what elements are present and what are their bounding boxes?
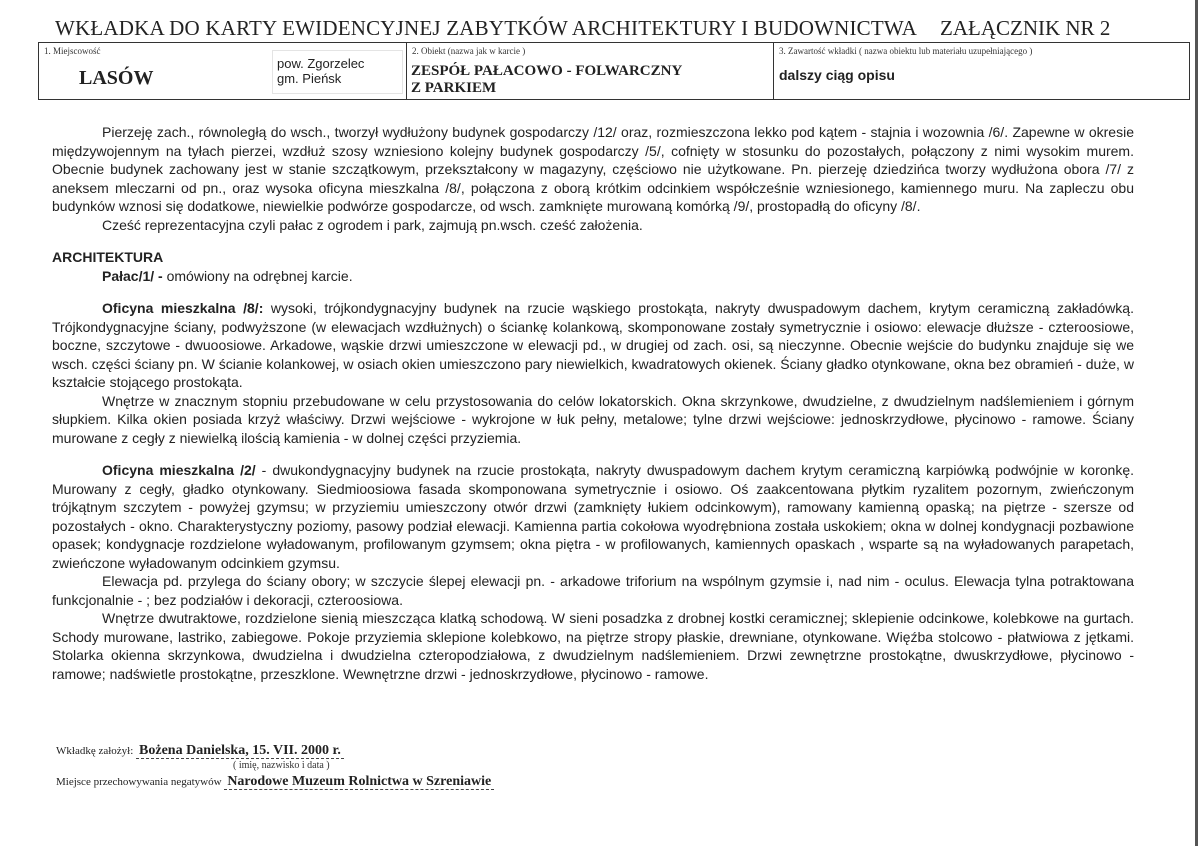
object-cell bbox=[407, 43, 774, 99]
paragraph-annex-2 bbox=[52, 461, 1134, 572]
description-body bbox=[52, 123, 1134, 683]
annex2-text: - dwukondygnacyjny budynek na rzucie prostokąta, nakryty dwuspadowym dachem krytym ceramiczną karpiówką podwójnie w koronkę. Murowany z cegły, gładko otynkowany. Siedmioosiowa fasada skomponowana symetrycznie i osiowo. Oś zaakcentowana płytkim ryzalitem pozornym, zwieńczonym trójkątnym szczytem - powyżej gzymsu; w przyziemiu umieszczony otwór drzwi (zamknięty łukiem odcinkowym), ramowany kamienną opaską; na piętrze - szersze od pozostałych - okno. Charakterystyczny poziomy, pasowy podział elewacji. Kamienna partia cokołowa wyodrębniona została uskokiem; okna w dolnej kondygnacji pozbawione opasek; kondygnacje rozdzielone wyładowanym, profilowanym gzymsem; okna piętra - w profilowanych, kamiennych opaskach , wsparte są na wyładowanych parapetach, zwieńczone wyładowanym odcinkiem gzymsu. bbox=[52, 462, 1134, 571]
content-label: 3. Zawartość wkładki ( nazwa obiektu lub materiału uzupełniającego ) bbox=[779, 46, 1033, 56]
paragraph-annex-2-interior: Wnętrze dwutraktowe, rozdzielone sienią mieszcząca klatką schodową. W sieni posadzka z drobnej kostki ceramicznej; sklepienie odcinkowe, kolebkowe na gurtach. Schody murowane, lastriko, zabiegowe. Pokoje przyziemia sklepione kolebkowo, na piętrze stropy płaskie, drewniane, otynkowane. Więźba stolcowo - płatwiowa z jętkami. Stolarka okienna skrzynkowa, dwudzielna i dwudzielna czteropodziałowa, z dwudzielnym nadślemieniem. Drzwi zewnętrzne prostokątne, dwuskrzydłowe, płycinowo - ramowe; nadświetle prostokątne, przeszklone. Wewnętrzne drzwi - jednoskrzydłowe, płycinowo - ramowe. bbox=[52, 610, 1134, 682]
locality-label: 1. Miejscowość bbox=[44, 46, 101, 56]
annex2-lead: Oficyna mieszkalna /2/ bbox=[102, 462, 256, 478]
object-label: 2. Obiekt (nazwa jak w karcie ) bbox=[412, 46, 526, 56]
storage-row bbox=[56, 774, 494, 790]
palace-text: omówiony na odrębnej karcie. bbox=[162, 267, 353, 284]
footer bbox=[56, 743, 494, 790]
object-value bbox=[411, 63, 682, 97]
storage-value: Narodowe Muzeum Rolnictwa w Szreniawie bbox=[224, 774, 494, 790]
document-title: WKŁADKA DO KARTY EWIDENCYJNEJ ZABYTKÓW ARCHITEKTURY I BUDOWNICTWA bbox=[55, 16, 917, 40]
header-table bbox=[38, 42, 1190, 100]
section-heading-architecture: ARCHITEKTURA bbox=[52, 249, 164, 265]
paragraph-annex-8-interior: Wnętrze w znacznym stopniu przebudowane w celu przystosowania do celów lokatorskich. Okna skrzynkowe, dwudzielne, z dwudzielnym nadślemieniem i górnym słupkiem. Kilka okien posiada krzyż właściwy. Drzwi wejściowe - wykrojone w łuk pełny, metalowe; tylne drzwi wejściowe: jednoskrzydłowe, płycinowo - ramowe. Ściany murowane z cegły z niewielką ilością kamienia - w dolnej części przyziemia. bbox=[52, 392, 1134, 446]
content-cell bbox=[774, 43, 1189, 99]
annex-number: ZAŁĄCZNIK NR 2 bbox=[940, 16, 1111, 40]
annex8-lead: Oficyna mieszkalna /8/: bbox=[102, 300, 264, 316]
commune-text: gm. Pieńsk bbox=[277, 71, 342, 86]
paragraph-courtyard: Pierzeję zach., równoległą do wsch., tworzył wydłużony budynek gospodarczy /12/ oraz, rozmieszczona lekko pod kątem - stajnia i wozownia /6/. Zapewne w okresie międzywojennym na tyłach pierzei, wzdłuż szosy wzniesiono kolejny budynek gospodarczy /5/, cofnięty w stosunku do pozostałych, połączony z nimi wysokim murem. Obecnie budynek zachowany jest w stanie szczątkowym, przekształcony w magazyny, częściowo nie użytkowane. Pn. pierzeję dziedzińca tworzy wydłużona obora /7/ z aneksem mleczarni od pn., oraz wysoka oficyna mieszkalna /8/, połączona z oborą krótkim odcinkiem współcześnie wzniesionego, kamiennego muru. Na zapleczu obu budynków wznosi się dodatkowe, niewielkie podwórze gospodarcze, od wsch. zamknięte murowaną komórką /9/, prostopadłą do oficyny /8/. bbox=[52, 124, 1134, 214]
created-value: Bożena Danielska, 15. VII. 2000 r. bbox=[136, 743, 344, 759]
object-line-1: ZESPÓŁ PAŁACOWO - FOLWARCZNY bbox=[411, 63, 683, 79]
created-sublabel: ( imię, nazwisko i data ) bbox=[233, 760, 330, 771]
created-row bbox=[56, 743, 494, 759]
created-label: Wkładkę założył: bbox=[56, 745, 134, 757]
county-commune-box bbox=[272, 50, 403, 94]
locality-value: LASÓW bbox=[79, 67, 154, 89]
object-line-2: Z PARKIEM bbox=[411, 80, 497, 96]
locality-cell bbox=[39, 43, 407, 99]
paragraph-palace bbox=[52, 267, 1134, 286]
paragraph-annex-2-elevations: Elewacja pd. przylega do ściany obory; w szczycie ślepej elewacji pn. - arkadowe triforium na wspólnym gzymsie i, nad nim - oculus. Elewacja tylna potraktowana funkcjonalnie - ; bez podziałów i dekoracji, czteroosiowa. bbox=[52, 573, 1134, 608]
palace-lead: Pałac/1/ - bbox=[102, 267, 163, 284]
county-text: pow. Zgorzelec bbox=[277, 56, 365, 71]
paragraph-annex-8 bbox=[52, 299, 1134, 392]
paragraph-representative-part: Cześć reprezentacyjna czyli pałac z ogrodem i park, zajmują pn.wsch. cześć założenia. bbox=[102, 216, 643, 233]
content-value: dalszy ciąg opisu bbox=[779, 67, 895, 83]
annex8-text: wysoki, trójkondygnacyjny budynek na rzucie wąskiego prostokąta, nakryty dwuspadowym dachem, krytym ceramiczną zakładówką. Trójkondygnacyjne ściany, podwyższone (w elewacjach wzdłużnych) o ściankę kolankową, skomponowane zostały symetrycznie i osiowo: elewacje dłuższe - czteroosiowe, boczne, szczytowe - dwuoosiowe. Arkadowe, wąskie drzwi umieszczone w elewacji pd., w drugiej od zach. osi, są nieczynne. Obecnie wejście do budynku znajduje się we wsch. części ściany pn. W ścianie kolankowej, w osiach okien umieszczono pary niewielkich, kwadratowych okienek. Ściany gładko otynkowane, okna bez obramień - duże, w kształcie stojącego prostokąta. bbox=[52, 300, 1134, 390]
storage-label: Miejsce przechowywania negatywów bbox=[56, 776, 222, 788]
